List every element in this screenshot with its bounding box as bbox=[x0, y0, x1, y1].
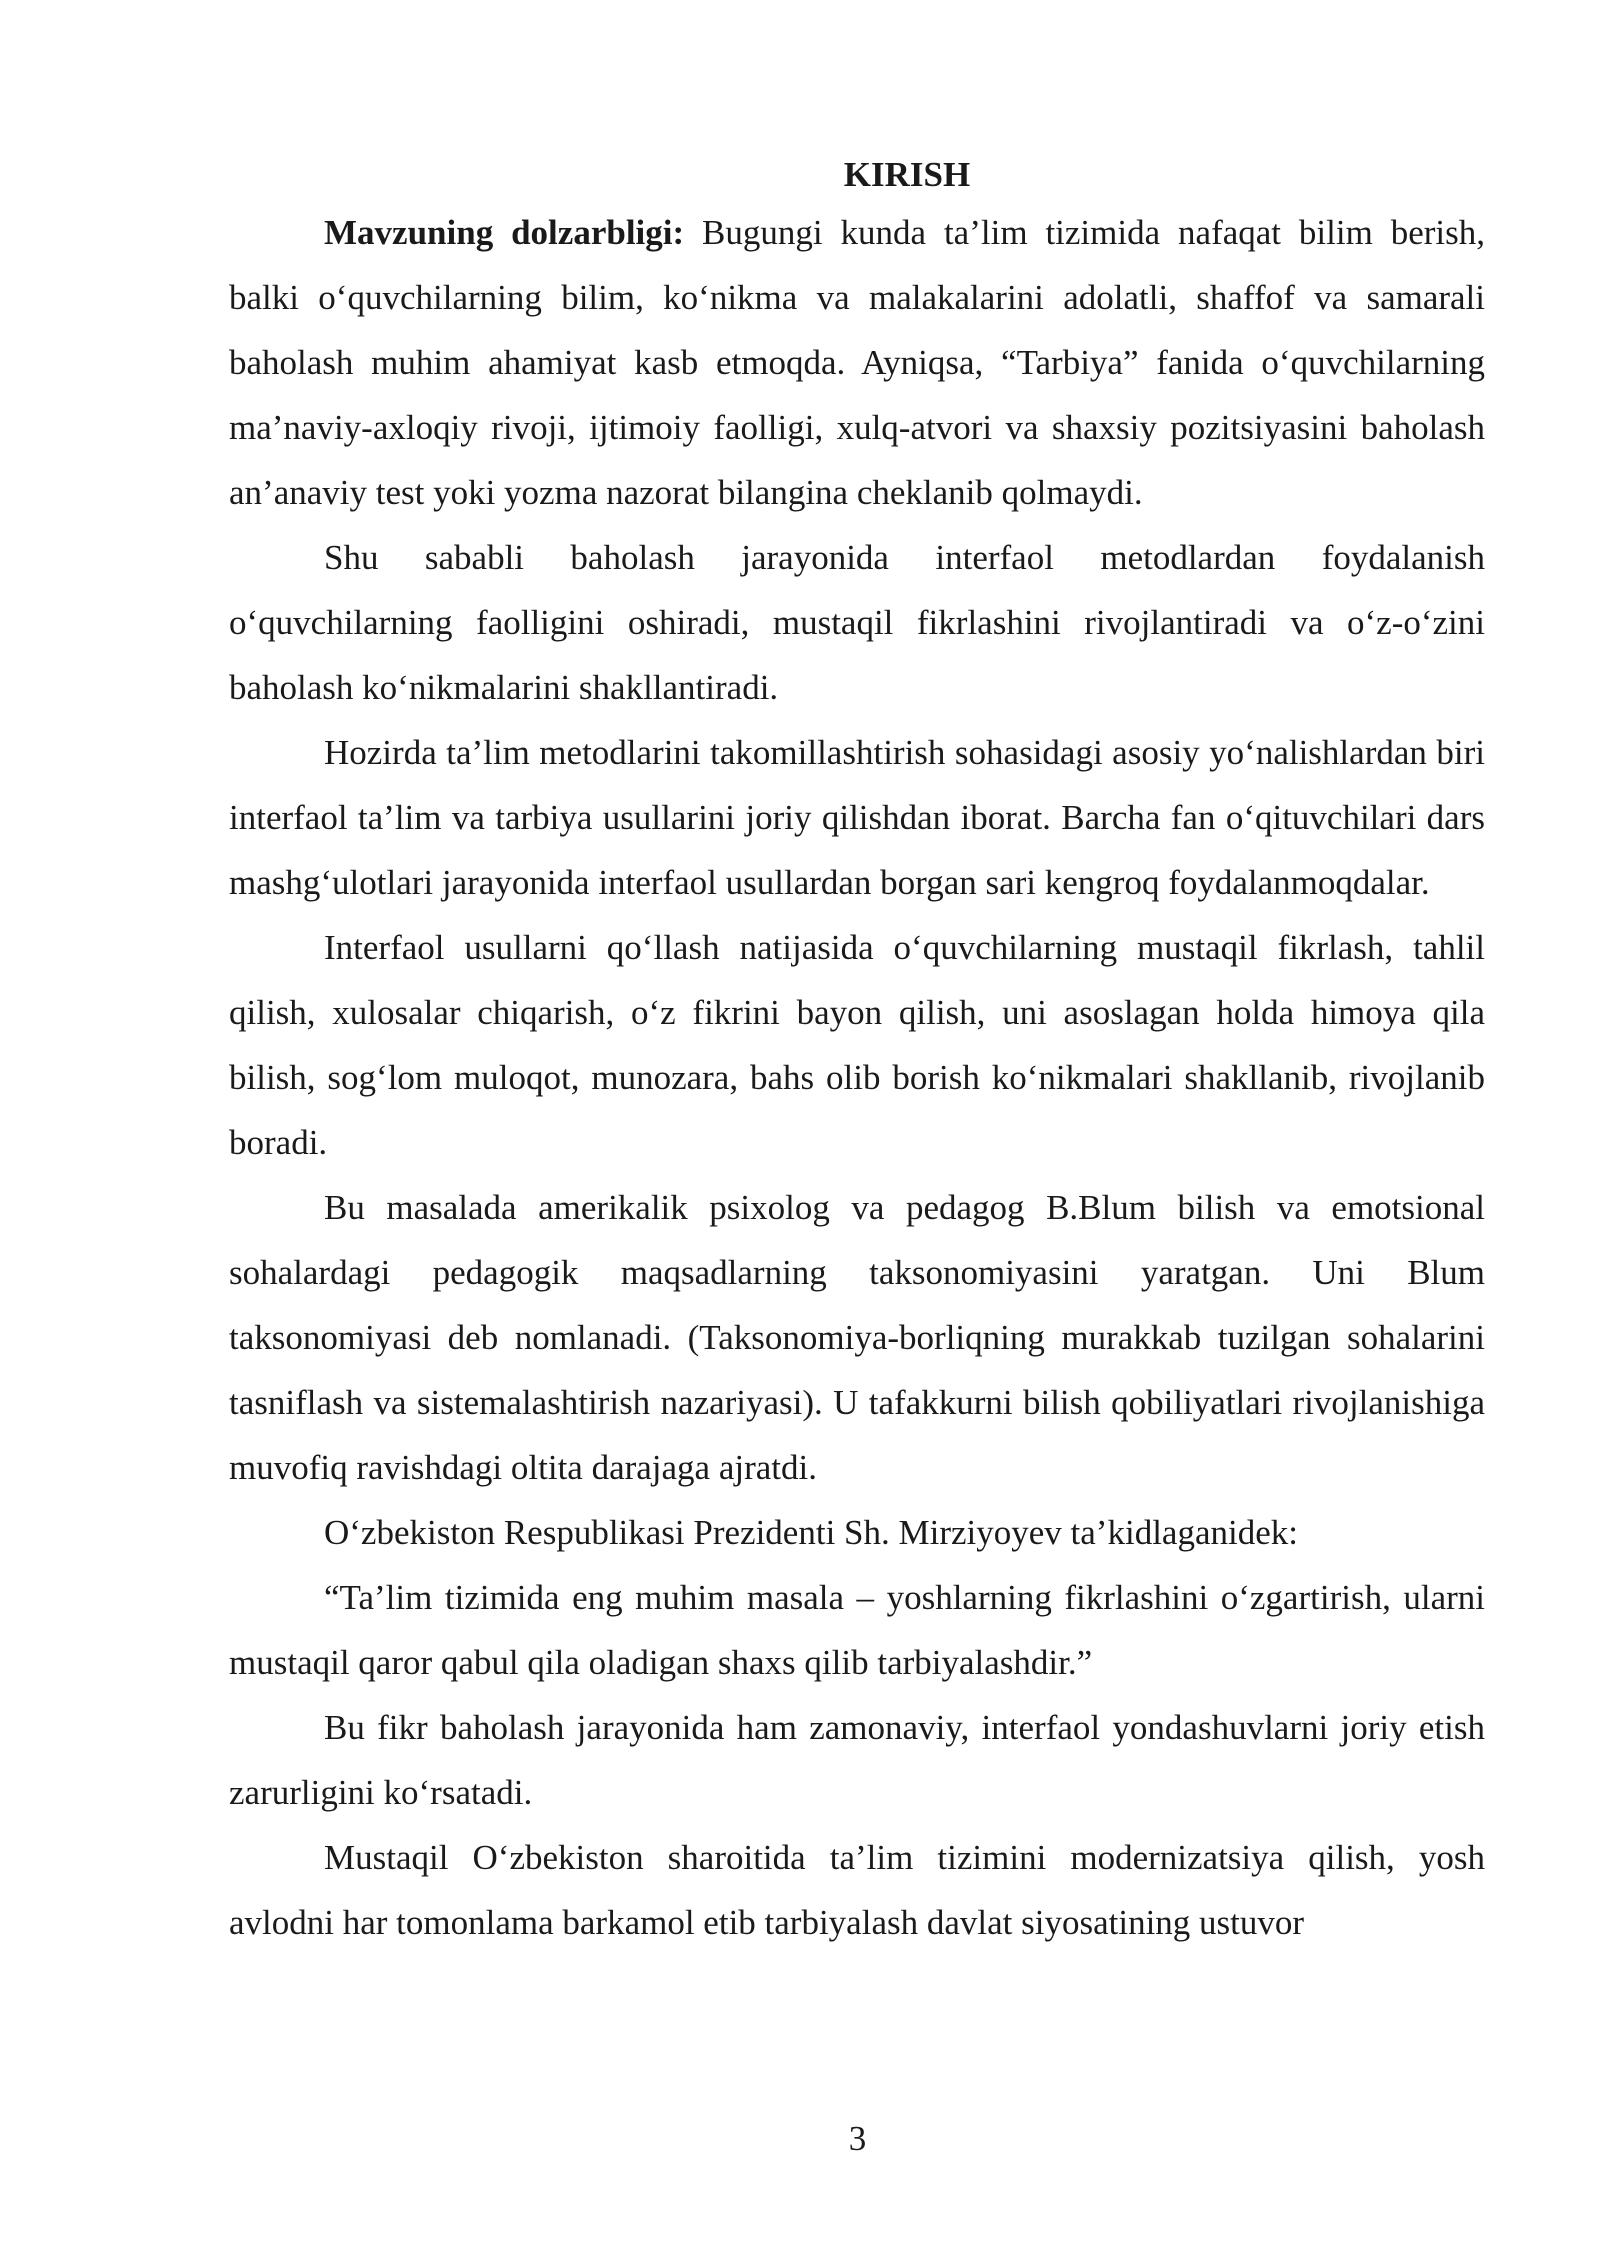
paragraph-lead: Mavzuning dolzarbligi: bbox=[324, 213, 685, 252]
paragraph-text: Bugungi kunda ta’lim tizimida nafaqat bilim berish, balki o‘quvchilarning bilim, ko‘nikma va malakalarini adolatli, shaffof va samarali baholash muhim ahamiyat kasb etmoqda. Ayniqsa, “Tarbiya” fanida o‘quvchilarning ma’naviy-axloqiy rivoji, ijtimoiy faolligi, xulq-atvori va shaxsiy pozitsiyasini baholash an’anaviy test yoki yozma nazorat bilangina cheklanib qolmaydi. bbox=[229, 213, 1486, 512]
paragraph: Bu fikr baholash jarayonida ham zamonaviy, interfaol yondashuvlarni joriy etish zarurligini ko‘rsatadi. bbox=[229, 1708, 1485, 1812]
paragraph: Bu masalada amerikalik psixolog va pedagog B.Blum bilish va emotsional sohalardagi pedagogik maqsadlarning taksonomiyasini yaratgan. Uni Blum taksonomiyasi deb nomlanadi. (Taksonomiya-borliqning murakkab tuzilgan sohalarini tasniflash va sistemalashtirish nazariyasi). U tafakkurni bilish qobiliyatlari rivojlanishiga muvofiq ravishdagi oltita darajaga ajratdi. bbox=[229, 1188, 1485, 1487]
paragraph: Hozirda ta’lim metodlarini takomillashtirish sohasidagi asosiy yo‘nalishlardan biri interfaol ta’lim va tarbiya usullarini joriy qilishdan iborat. Barcha fan o‘qituvchilari dars mashg‘ulotlari jarayonida interfaol usullardan borgan sari kengroq foydalanmoqdalar. bbox=[229, 733, 1485, 902]
paragraph-relevance bbox=[229, 200, 1485, 525]
page-number: 3 bbox=[848, 2119, 867, 2158]
document-page bbox=[229, 150, 1485, 1955]
quote-paragraph: “Ta’lim tizimida eng muhim masala – yoshlarning fikrlashini o‘zgartirish, ularni mustaqil qaror qabul qila oladigan shaxs qilib tarbiyalashdir.” bbox=[229, 1578, 1485, 1682]
paragraph: Shu sababli baholash jarayonida interfaol metodlardan foydalanish o‘quvchilarning faolligini oshiradi, mustaqil fikrlashini rivojlantiradi va o‘z-o‘zini baholash ko‘nikmalarini shakllantiradi. bbox=[229, 538, 1485, 707]
paragraph: O‘zbekiston Respublikasi Prezidenti Sh. Mirziyoyev ta’kidlaganidek: bbox=[324, 1513, 1298, 1552]
paragraph: Interfaol usullarni qo‘llash natijasida o‘quvchilarning mustaqil fikrlash, tahlil qilish, xulosalar chiqarish, o‘z fikrini bayon qilish, uni asoslagan holda himoya qila bilish, sog‘lom muloqot, munozara, bahs olib borish ko‘nikmalari shakllanib, rivojlanib boradi. bbox=[229, 928, 1485, 1162]
paragraph: Mustaqil O‘zbekiston sharoitida ta’lim tizimini modernizatsiya qilish, yosh avlodni har tomonlama barkamol etib tarbiyalash davlat siyosatining ustuvor bbox=[229, 1838, 1485, 1942]
section-title: KIRISH bbox=[843, 155, 971, 194]
